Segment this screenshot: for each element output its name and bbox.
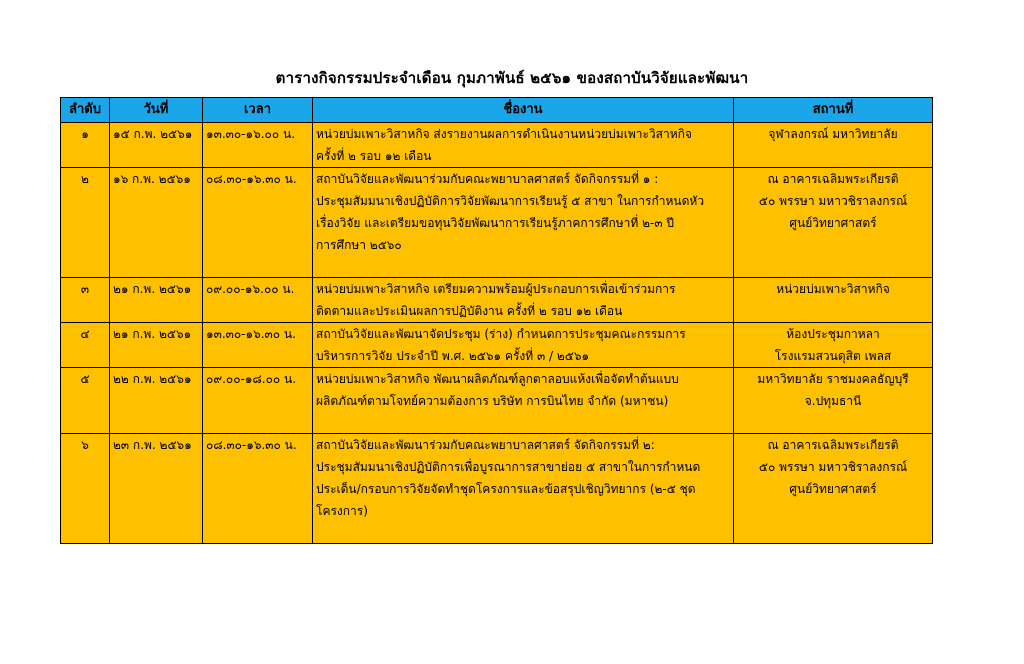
cell-activity-name bbox=[313, 323, 734, 368]
cell-time: ๐๙.๐๐-๑๖.๐๐ น. bbox=[203, 278, 313, 323]
cell-location bbox=[734, 168, 933, 278]
cell-date: ๒๑ ก.พ. ๒๕๖๑ bbox=[110, 323, 203, 368]
activity-name-line: ประเด็น/กรอบการวิจัยจัดทำชุดโครงการและข้อสรุปเชิญวิทยากร (๒-๕ ชุด bbox=[316, 482, 696, 496]
activity-name-line: ติดตามและประเมินผลการปฏิบัติงาน ครั้งที่ ๒ รอบ ๑๒ เดือน bbox=[316, 304, 623, 318]
location-line: หน่วยบ่มเพาะวิสาหกิจ bbox=[776, 282, 890, 296]
activity-name-line: สถาบันวิจัยและพัฒนาจัดประชุม (ร่าง) กำหนดการประชุมคณะกรรมการ bbox=[316, 327, 686, 341]
activity-name-line: โครงการ) bbox=[316, 504, 368, 518]
cell-activity-name bbox=[313, 368, 734, 434]
table-row bbox=[61, 368, 933, 434]
activity-name-line: เรื่องวิจัย และเตรียมขอทุนวิจัยพัฒนาการเรียนรู้ภาคการศึกษาที่ ๒-๓ ปี bbox=[316, 216, 674, 230]
activity-name-line: การศึกษา ๒๕๖๐ bbox=[316, 238, 402, 252]
location-line: จุฬาลงกรณ์ มหาวิทยาลัย bbox=[768, 127, 898, 141]
activity-schedule-table bbox=[60, 97, 933, 544]
table-row bbox=[61, 168, 933, 278]
table-header-row bbox=[61, 98, 933, 123]
header-no: ลำดับ bbox=[61, 98, 110, 123]
header-location: สถานที่ bbox=[734, 98, 933, 123]
cell-date: ๒๒ ก.พ. ๒๕๖๑ bbox=[110, 368, 203, 434]
cell-location bbox=[734, 434, 933, 544]
activity-name-line: สถาบันวิจัยและพัฒนาร่วมกับคณะพยาบาลศาสตร์ จัดกิจกรรมที่ ๒: bbox=[316, 438, 655, 452]
location-line: ณ อาคารเฉลิมพระเกียรติ bbox=[767, 172, 899, 186]
location-line: โรงแรมสวนดุสิต เพลส bbox=[774, 349, 892, 363]
location-line: ณ อาคารเฉลิมพระเกียรติ bbox=[767, 438, 899, 452]
cell-activity-name bbox=[313, 168, 734, 278]
cell-no: ๖ bbox=[61, 434, 110, 544]
table-row bbox=[61, 434, 933, 544]
cell-time: ๑๓.๓๐-๑๖.๓๐ น. bbox=[203, 323, 313, 368]
location-line: จ.ปทุมธานี bbox=[804, 394, 862, 408]
table-row bbox=[61, 323, 933, 368]
cell-date: ๑๖ ก.พ. ๒๕๖๑ bbox=[110, 168, 203, 278]
cell-location bbox=[734, 123, 933, 168]
cell-location bbox=[734, 368, 933, 434]
location-line: ๕๐ พรรษา มหาวชิราลงกรณ์ bbox=[758, 194, 908, 208]
activity-name-line: หน่วยบ่มเพาะวิสาหกิจ ส่งรายงานผลการดำเนินงานหน่วยบ่มเพาะวิสาหกิจ bbox=[316, 127, 692, 141]
activity-name-line: ผลิตภัณฑ์ตามโจทย์ความต้องการ บริษัท การบินไทย จำกัด (มหาชน) bbox=[316, 394, 669, 408]
cell-activity-name bbox=[313, 434, 734, 544]
table-row bbox=[61, 278, 933, 323]
activity-name-line: ประชุมสัมมนาเชิงปฏิบัติการวิจัยพัฒนาการเรียนรู้ ๕ สาขา ในการกำหนดหัว bbox=[316, 194, 705, 208]
location-line: มหาวิทยาลัย ราชมงคลธัญบุรี bbox=[757, 372, 909, 386]
cell-location bbox=[734, 323, 933, 368]
location-line: ศูนย์วิทยาศาสตร์ bbox=[789, 216, 877, 230]
cell-no: ๒ bbox=[61, 168, 110, 278]
table-body bbox=[61, 123, 933, 544]
cell-no: ๓ bbox=[61, 278, 110, 323]
page-title: ตารางกิจกรรมประจำเดือน กุมภาพันธ์ ๒๕๖๑ ของสถาบันวิจัยและพัฒนา bbox=[275, 69, 749, 87]
activity-name-line: หน่วยบ่มเพาะวิสาหกิจ พัฒนาผลิตภัณฑ์ลูกตาลอบแห้งเพื่อจัดทำต้นแบบ bbox=[316, 372, 679, 386]
cell-time: ๐๙.๐๐-๑๘.๐๐ น. bbox=[203, 368, 313, 434]
location-line: ๕๐ พรรษา มหาวชิราลงกรณ์ bbox=[758, 460, 908, 474]
cell-date: ๒๓ ก.พ. ๒๕๖๑ bbox=[110, 434, 203, 544]
location-line: ห้องประชุมกาหลา bbox=[786, 327, 880, 341]
cell-no: ๑ bbox=[61, 123, 110, 168]
cell-time: ๑๓.๓๐-๑๖.๐๐ น. bbox=[203, 123, 313, 168]
activity-name-line: บริหารการวิจัย ประจำปี พ.ศ. ๒๕๖๑ ครั้งที่ ๓ / ๒๕๖๑ bbox=[316, 349, 590, 363]
location-line: ศูนย์วิทยาศาสตร์ bbox=[789, 482, 877, 496]
cell-activity-name bbox=[313, 123, 734, 168]
activity-name-line: สถาบันวิจัยและพัฒนาร่วมกับคณะพยาบาลศาสตร์ จัดกิจกรรมที่ ๑ : bbox=[316, 172, 659, 186]
cell-activity-name bbox=[313, 278, 734, 323]
activity-name-line: ประชุมสัมมนาเชิงปฏิบัติการเพื่อบูรณาการสาขาย่อย ๕ สาขาในการกำหนด bbox=[316, 460, 701, 474]
activity-name-line: หน่วยบ่มเพาะวิสาหกิจ เตรียมความพร้อมผู้ประกอบการเพื่อเข้าร่วมการ bbox=[316, 282, 676, 296]
table-row bbox=[61, 123, 933, 168]
header-date: วันที่ bbox=[110, 98, 203, 123]
header-time: เวลา bbox=[203, 98, 313, 123]
cell-time: ๐๘.๓๐-๑๖.๓๐ น. bbox=[203, 168, 313, 278]
cell-date: ๑๕ ก.พ. ๒๕๖๑ bbox=[110, 123, 203, 168]
cell-time: ๐๘.๓๐-๑๖.๓๐ น. bbox=[203, 434, 313, 544]
activity-name-line: ครั้งที่ ๒ รอบ ๑๒ เดือน bbox=[316, 149, 432, 163]
cell-no: ๕ bbox=[61, 368, 110, 434]
cell-date: ๒๑ ก.พ. ๒๕๖๑ bbox=[110, 278, 203, 323]
cell-location bbox=[734, 278, 933, 323]
header-name: ชื่องาน bbox=[313, 98, 734, 123]
cell-no: ๔ bbox=[61, 323, 110, 368]
